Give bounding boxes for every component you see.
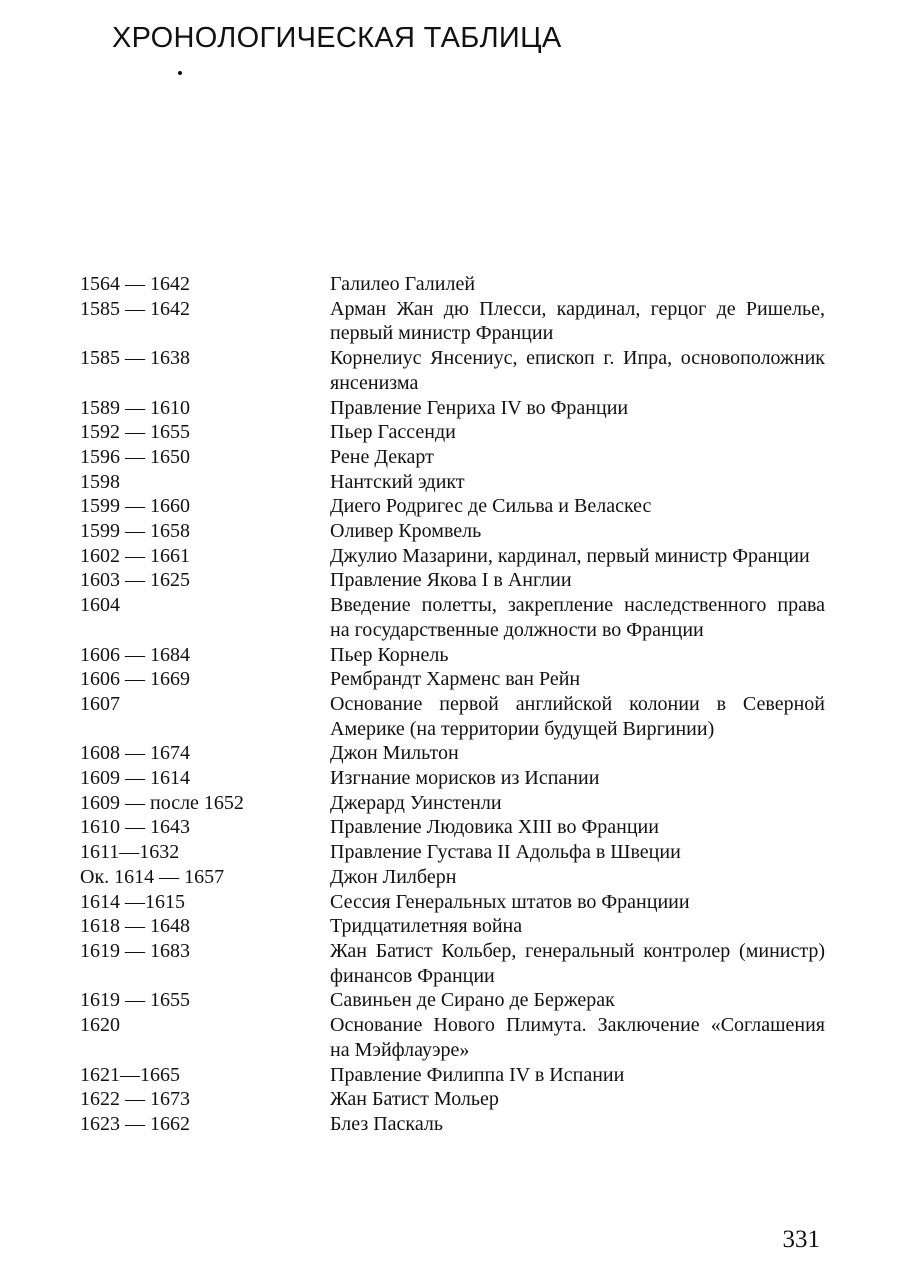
chronology-date: 1599 — 1658 <box>80 520 190 543</box>
chronology-event: Нантский эдикт <box>330 470 465 493</box>
chronology-row <box>80 297 825 346</box>
chronology-event: Джон Мильтон <box>330 742 459 765</box>
chronology-row <box>80 568 825 593</box>
chronology-event: Введение полетты, закрепление наследственного права на государственные должности во Франции <box>330 594 825 641</box>
chronology-row <box>80 593 825 642</box>
chronology-row <box>80 420 825 445</box>
chronology-event: Рембрандт Харменс ван Рейн <box>330 668 581 691</box>
chronology-row <box>80 840 825 865</box>
chronology-date: 1606 — 1684 <box>80 643 190 666</box>
chronology-date: 1623 — 1662 <box>80 1112 190 1135</box>
chronology-row <box>80 741 825 766</box>
chronology-date: 1606 — 1669 <box>80 668 190 691</box>
chronology-row <box>80 791 825 816</box>
chronology-event: Рене Декарт <box>330 445 434 468</box>
chronology-row <box>80 396 825 421</box>
chronology-row <box>80 890 825 915</box>
chronology-row <box>80 914 825 939</box>
chronology-date: 1589 — 1610 <box>80 396 190 419</box>
chronology-event: Оливер Кромвель <box>330 520 482 543</box>
chronology-date: 1599 — 1660 <box>80 495 190 518</box>
chronology-event: Правление Филиппа IV в Испании <box>330 1063 625 1086</box>
chronology-row <box>80 1063 825 1088</box>
chronology-date: 1602 — 1661 <box>80 544 190 567</box>
chronology-event: Изгнание морисков из Испании <box>330 767 600 790</box>
chronology-row <box>80 667 825 692</box>
chronology-date: 1603 — 1625 <box>80 569 190 592</box>
chronology-row <box>80 1112 825 1137</box>
chronology-date: 1592 — 1655 <box>80 421 190 444</box>
chronology-date: 1607 <box>80 692 120 715</box>
chronology-row <box>80 815 825 840</box>
chronology-event: Галилео Галилей <box>330 273 476 295</box>
chronology-row <box>80 988 825 1013</box>
chronology-row <box>80 865 825 890</box>
chronology-date: Ок. 1614 — 1657 <box>80 865 225 888</box>
chronology-date: 1620 <box>80 1014 120 1037</box>
chronology-event: Правление Генриха IV во Франции <box>330 396 629 419</box>
chronology-event: Савиньен де Сирано де Бержерак <box>330 989 615 1012</box>
chronology-date: 1608 — 1674 <box>80 742 190 765</box>
chronology-row <box>80 544 825 569</box>
chronology-row <box>80 766 825 791</box>
chronology-date: 1609 — 1614 <box>80 767 190 790</box>
chronology-date: 1604 <box>80 594 120 617</box>
chronology-date: 1609 — после 1652 <box>80 791 244 814</box>
chronology-date: 1564 — 1642 <box>80 273 190 295</box>
chronology-event: Блез Паскаль <box>330 1112 443 1135</box>
chronology-row <box>80 519 825 544</box>
chronology-date: 1585 — 1642 <box>80 297 190 320</box>
chronology-row <box>80 939 825 988</box>
chronology-event: Жан Батист Кольбер, генеральный контролер (министр) финансов Франции <box>330 939 825 987</box>
chronology-event: Пьер Корнель <box>330 643 449 666</box>
chronology-event: Основание Нового Плимута. Заключение «Соглашения на Мэйфлауэре» <box>330 1014 825 1061</box>
chronology-event: Правление Людовика XIII во Франции <box>330 816 659 839</box>
chronology-event: Джон Лилберн <box>330 865 457 888</box>
chronology-event: Диего Родригес де Сильва и Веласкес <box>330 495 652 518</box>
page-number: 331 <box>782 1226 820 1253</box>
chronology-date: 1614 —1615 <box>80 890 185 913</box>
chronology-row <box>80 346 825 395</box>
chronology-date: 1585 — 1638 <box>80 347 190 370</box>
chronology-event: Основание первой английской колонии в Северной Америке (на территории будущей Виргинии) <box>330 692 825 740</box>
chronology-row <box>80 445 825 470</box>
chronology-date: 1619 — 1683 <box>80 939 190 962</box>
chronology-event: Правление Якова I в Англии <box>330 569 572 592</box>
chronology-date: 1621—1665 <box>80 1063 180 1086</box>
chronology-event: Арман Жан дю Плесси, кардинал, герцог де Ришелье, первый министр Франции <box>330 297 825 345</box>
chronology-row <box>80 692 825 741</box>
chronology-event: Джулио Мазарини, кардинал, первый министр Франции <box>330 544 810 567</box>
chronology-table <box>80 272 825 1137</box>
chronology-row <box>80 272 825 297</box>
chronology-event: Правление Густава II Адольфа в Швеции <box>330 841 681 864</box>
chronology-date: 1596 — 1650 <box>80 445 190 468</box>
ink-dot-mark <box>178 71 182 75</box>
chronology-row <box>80 1013 825 1062</box>
chronology-date: 1619 — 1655 <box>80 989 190 1012</box>
chronology-event: Жан Батист Мольер <box>330 1088 499 1111</box>
chronology-date: 1618 — 1648 <box>80 915 190 938</box>
chronology-date: 1622 — 1673 <box>80 1088 190 1111</box>
chronology-date: 1610 — 1643 <box>80 816 190 839</box>
chronology-event: Джерард Уинстенли <box>330 791 502 814</box>
chronology-row <box>80 1087 825 1112</box>
chronology-row <box>80 470 825 495</box>
chronology-row <box>80 494 825 519</box>
chronology-date: 1598 <box>80 470 120 493</box>
chronology-event: Тридцатилетняя война <box>330 915 523 938</box>
page-title: ХРОНОЛОГИЧЕСКАЯ ТАБЛИЦА <box>112 22 562 54</box>
chronology-event: Корнелиус Янсениус, епископ г. Ипра, основоположник янсенизма <box>330 347 825 394</box>
chronology-date: 1611—1632 <box>80 841 180 864</box>
chronology-event: Пьер Гассенди <box>330 421 456 444</box>
chronology-row <box>80 643 825 668</box>
chronology-event: Сессия Генеральных штатов во Франциии <box>330 890 690 913</box>
